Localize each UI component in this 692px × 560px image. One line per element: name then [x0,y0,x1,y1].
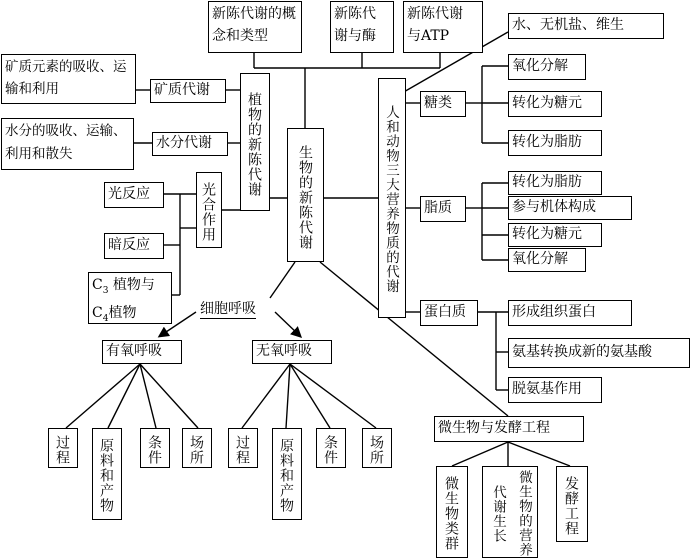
protein-box: 蛋白质 [420,300,478,326]
dark-reaction-box: 暗反应 [104,233,164,259]
microbe-groups-box: 微生物类群 [436,466,468,558]
plant-metabolism-box: 植物的新陈代谢 [240,73,270,211]
lipid-box: 脂质 [420,196,466,222]
protein-item-transamination: 氨基转换成新的氨基酸 [508,338,690,368]
c3c4-middle: 植物与 [112,277,155,293]
protein-item-deamination: 脱氨基作用 [508,377,602,403]
anaerobic-respiration-box: 无氧呼吸 [252,340,332,364]
sugar-item-glycogen: 转化为糖元 [508,91,602,117]
aerobic-conditions-box: 条件 [140,428,170,468]
c3-letter: C [92,277,103,293]
aerobic-materials-box: 原料和产物 [92,428,122,520]
atp-line2: 与ATP [407,28,450,44]
anaerobic-location-box: 场所 [362,428,392,468]
fermentation-engineering-box: 发酵工程 [556,466,588,542]
anaerobic-process-box: 过程 [228,428,258,468]
sugar-item-oxidation: 氧化分解 [508,54,586,80]
anaerobic-materials-box: 原料和产物 [272,428,302,520]
lipid-item-fat: 转化为脂肪 [508,171,602,195]
animal-nutrient-metabolism-box: 人和动物三大营养物质的代谢 [378,78,406,318]
protein-item-tissue: 形成组织蛋白 [508,300,632,326]
lipid-item-structure: 参与机体构成 [508,196,632,220]
metabolism-atp-box [403,1,483,53]
mineral-detail-box: 矿质元素的吸收、运输和利用 [1,54,136,104]
lipid-item-glycogen: 转化为糖元 [508,223,602,247]
aerobic-process-box: 过程 [48,428,78,468]
microbe-fermentation-box: 微生物与发酵工程 [434,416,584,442]
concept-types-box: 新陈代谢的概念和类型 [208,1,302,53]
atp-line1: 新陈代谢 [407,6,463,22]
water-salt-vitamin-box: 水、无机盐、维生 [508,13,664,39]
water-detail-box: 水分的吸收、运输、利用和散失 [1,118,134,170]
light-reaction-box: 光反应 [104,182,164,208]
c4-letter: C [92,304,103,321]
cell-respiration-label: 细胞呼吸 [200,301,256,317]
photosynthesis-box: 光合作用 [196,172,222,248]
enzyme-line1: 新陈代 [334,6,376,22]
sugar-box: 糖类 [420,91,466,117]
mineral-metabolism-box: 矿质代谢 [150,79,226,103]
aerobic-location-box: 场所 [182,428,212,468]
water-metabolism-box: 水分代谢 [152,132,228,156]
enzyme-line2: 谢与酶 [334,28,376,44]
sugar-item-fat: 转化为脂肪 [508,130,602,156]
center-topic: 生物的新陈代谢 [287,128,324,262]
c3-subscript: 3 [102,285,109,296]
microbe-nutrition-box: 微生物的营养代谢生长 [482,466,538,558]
lipid-item-oxidation: 氧化分解 [508,248,586,272]
metabolism-enzyme-box [330,1,394,53]
anaerobic-conditions-box: 条件 [316,428,346,468]
c4-subscript: 4 [102,313,109,324]
c3c4-end: 植物 [108,304,137,321]
aerobic-respiration-box: 有氧呼吸 [102,340,182,364]
c3-c4-plants-box [88,272,172,324]
